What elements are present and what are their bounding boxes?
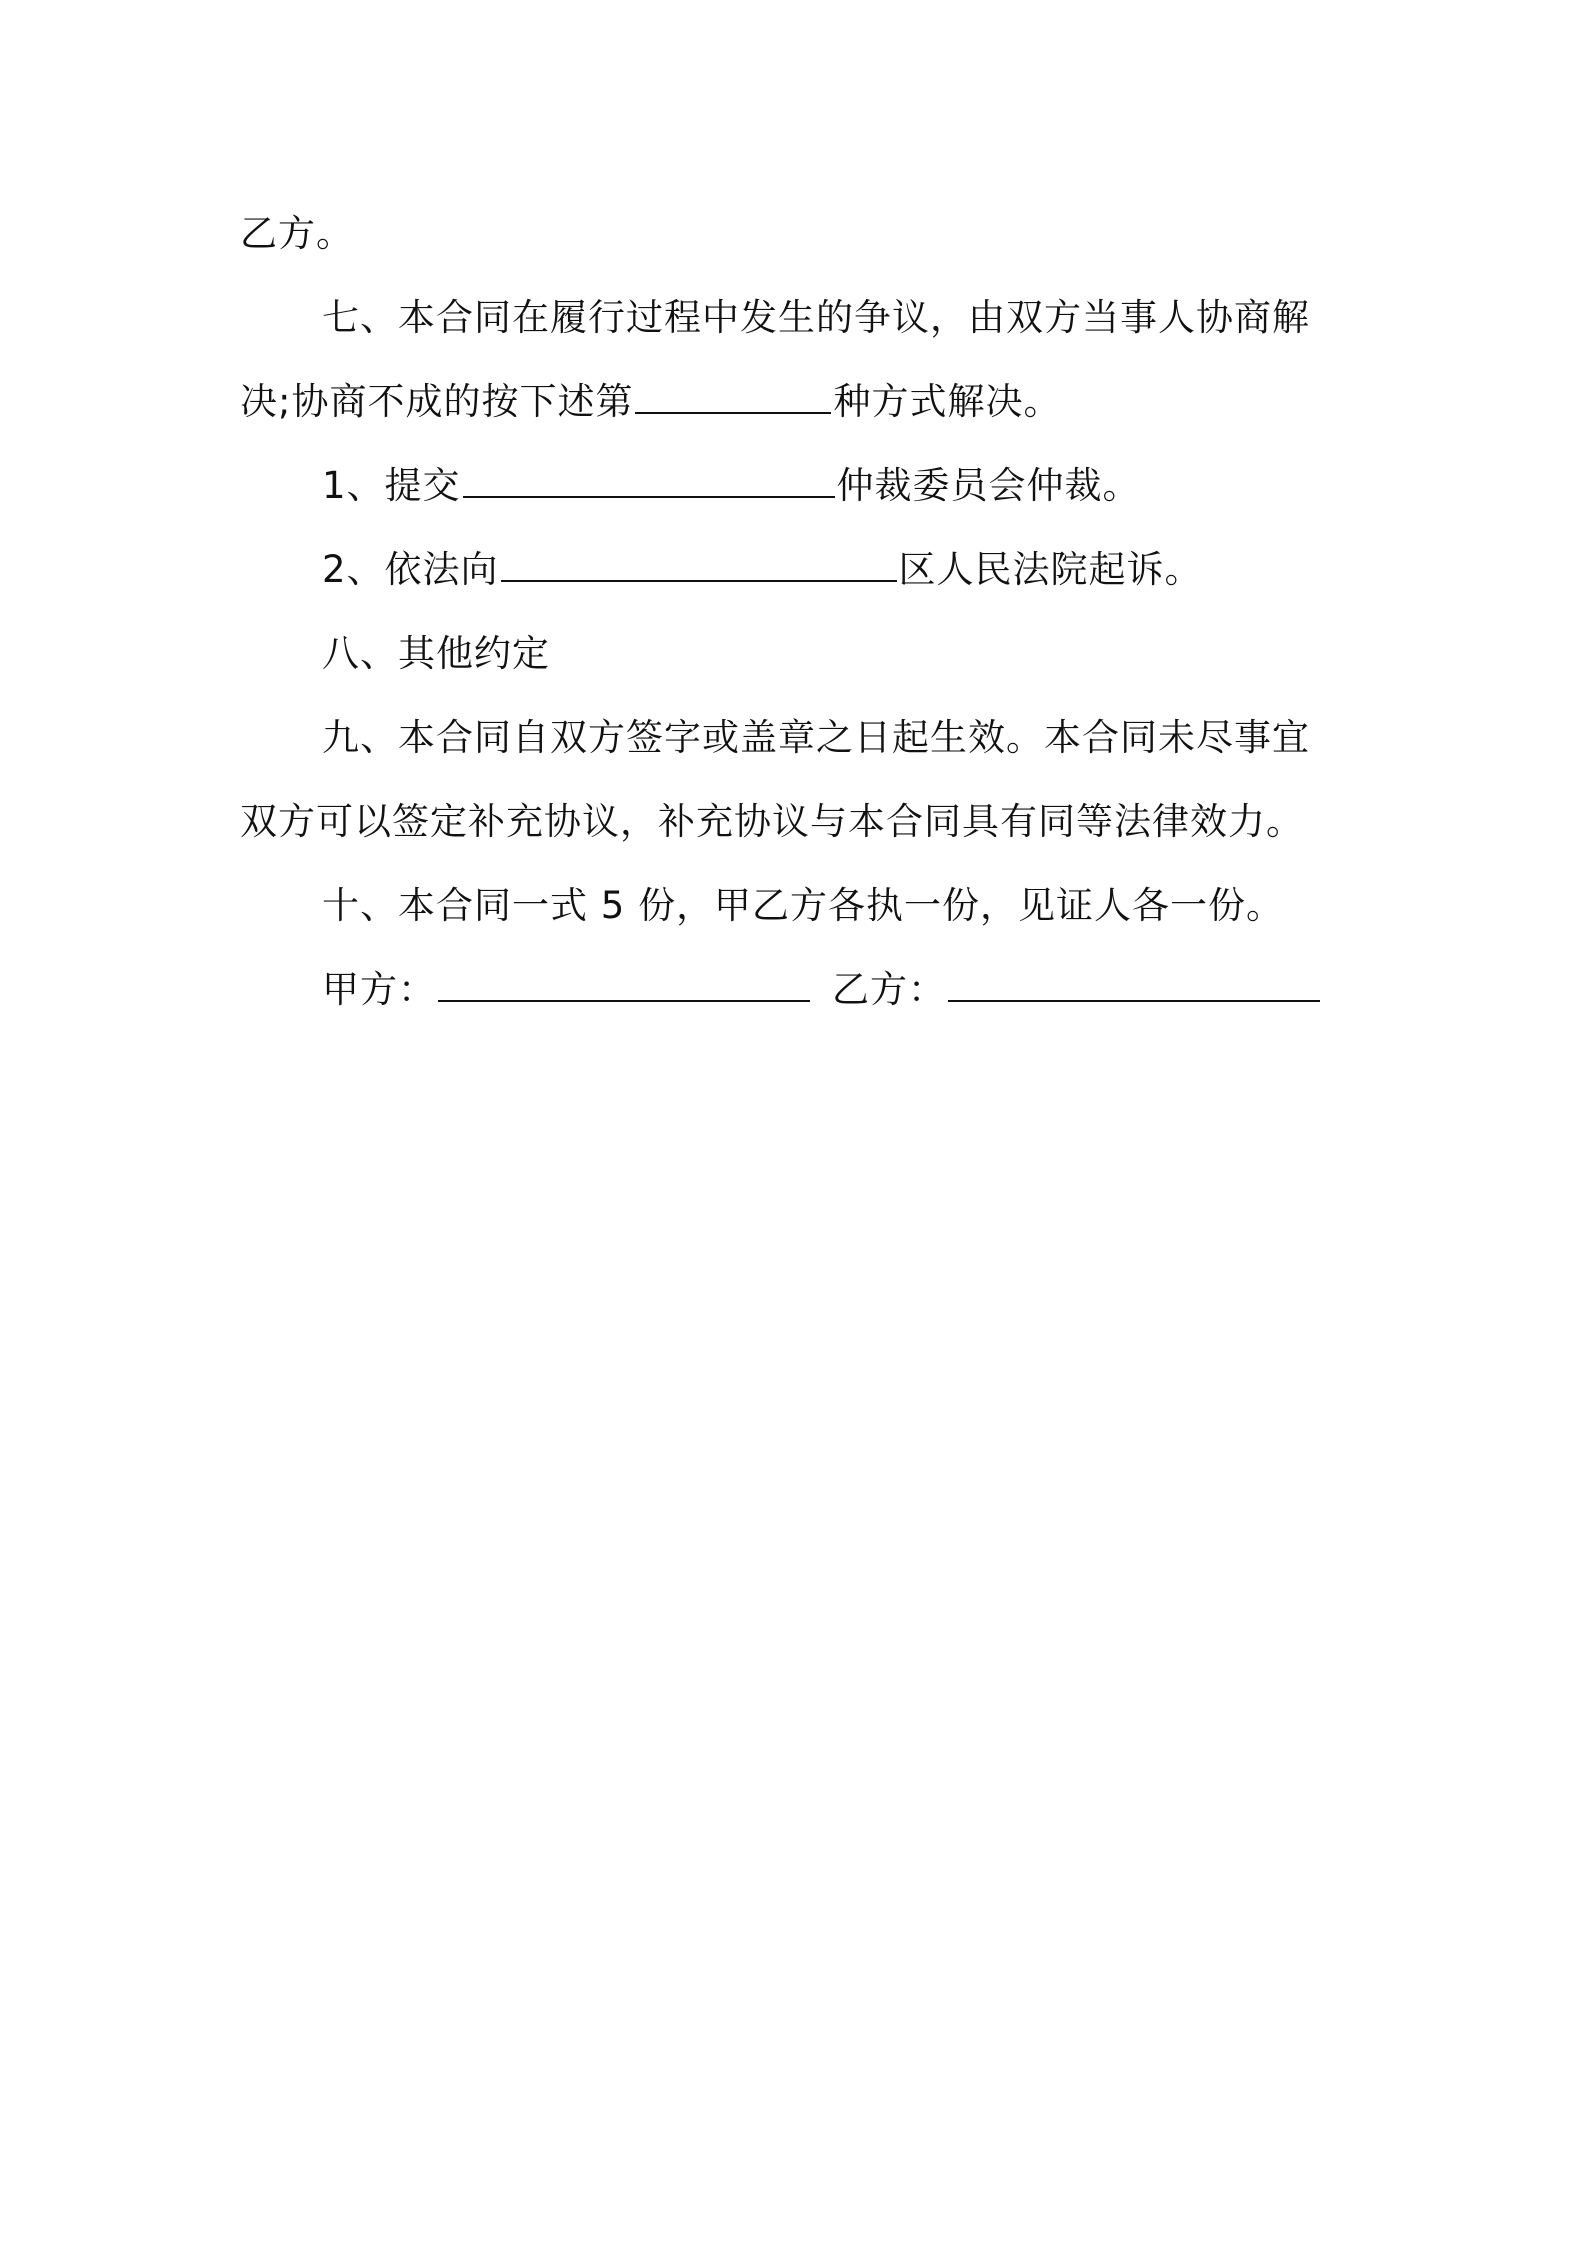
clause-10 (240, 864, 1350, 948)
text: 种方式解决。 (833, 380, 1062, 423)
clause-7-continued (240, 360, 1350, 444)
clause-9-continued (240, 780, 1350, 864)
blank-arbitration-committee[interactable] (463, 466, 835, 498)
text: 八、其他约定 (322, 632, 550, 675)
text: 九、本合同自双方签字或盖章之日起生效。本合同未尽事宜 (322, 716, 1310, 759)
option-arbitration (240, 444, 1350, 528)
text: 七、本合同在履行过程中发生的争议，由双方当事人协商解 (322, 296, 1310, 339)
text: 决;协商不成的按下述第 (240, 380, 634, 423)
clause-8 (240, 612, 1350, 696)
text: 双方可以签定补充协议，补充协议与本合同具有同等法律效力。 (240, 800, 1304, 843)
party-a-signature-blank[interactable] (438, 970, 810, 1002)
text: 仲裁委员会仲裁。 (836, 464, 1141, 507)
blank-court-district[interactable] (501, 550, 897, 582)
blank-method-number[interactable] (635, 382, 831, 414)
text: 1、提交 (322, 464, 461, 507)
text: 乙方。 (240, 212, 354, 255)
party-b-signature-blank[interactable] (948, 970, 1320, 1002)
text: 十、本合同一式 5 份，甲乙方各执一份，见证人各一份。 (322, 884, 1285, 927)
party-b-label: 乙方： (832, 968, 946, 1011)
signature-line (240, 948, 1350, 1032)
text: 2、依法向 (322, 548, 499, 591)
option-court (240, 528, 1350, 612)
party-a-label: 甲方： (322, 968, 436, 1011)
document-body (240, 192, 1350, 1032)
clause-9 (240, 696, 1350, 780)
text: 区人民法院起诉。 (898, 548, 1203, 591)
line-party-b-end (240, 192, 1350, 276)
clause-7 (240, 276, 1350, 360)
